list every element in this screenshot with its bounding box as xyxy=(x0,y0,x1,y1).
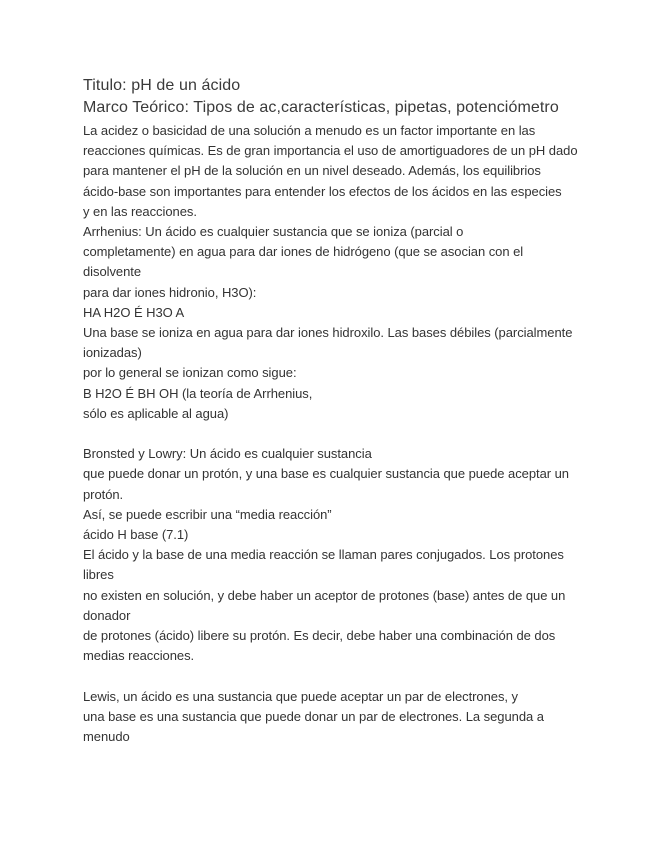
text-line: Una base se ioniza en agua para dar iones hidroxilo. Las bases débiles (parcialmente xyxy=(83,325,573,341)
document-content xyxy=(83,75,583,747)
text-line: medias reacciones. xyxy=(83,648,195,664)
text-line: Arrhenius: Un ácido es cualquier sustancia que se ioniza (parcial o xyxy=(83,224,464,240)
text-line: Bronsted y Lowry: Un ácido es cualquier sustancia xyxy=(83,446,372,462)
text-line: que puede donar un protón, y una base es cualquier sustancia que puede aceptar un xyxy=(83,466,569,482)
document-title: Titulo: pH de un ácido xyxy=(83,77,241,94)
text-line: La acidez o basicidad de una solución a menudo es un factor importante en las xyxy=(83,123,536,138)
text-line: disolvente xyxy=(83,264,142,280)
text-line: protón. xyxy=(83,486,124,502)
text-line: por lo general se ionizan como sigue: xyxy=(83,365,297,381)
blank-line xyxy=(83,666,583,686)
text-line: de protones (ácido) libere su protón. Es decir, debe haber una combinación de dos xyxy=(83,628,556,644)
text-line: para dar iones hidronio, H3O): xyxy=(83,284,257,300)
text-line: ionizadas) xyxy=(83,345,142,361)
text-line: Así, se puede escribir una “media reacción” xyxy=(83,506,332,522)
text-line: sólo es aplicable al agua) xyxy=(83,405,229,421)
text-line: menudo xyxy=(83,729,130,745)
text-line: ácido H base (7.1) xyxy=(83,527,189,543)
text-line: ácido-base son importantes para entender los efectos de los ácidos en las especies xyxy=(83,183,562,199)
text-line: Lewis, un ácido es una sustancia que puede aceptar un par de electrones, y xyxy=(83,688,518,704)
text-line: una base es una sustancia que puede donar un par de electrones. La segunda a xyxy=(83,708,544,724)
text-line: HA H2O É H3O A xyxy=(83,304,185,320)
text-line: reacciones químicas. Es de gran importancia el uso de amortiguadores de un pH dado xyxy=(83,143,578,159)
document-subtitle: Marco Teórico: Tipos de ac,características, pipetas, potenciómetro xyxy=(83,99,559,116)
document-body xyxy=(83,121,583,747)
text-line: completamente) en agua para dar iones de hidrógeno (que se asocian con el xyxy=(83,244,524,260)
text-line: El ácido y la base de una media reacción se llaman pares conjugados. Los protones xyxy=(83,547,564,563)
text-line: donador xyxy=(83,607,131,623)
blank-line xyxy=(83,424,583,444)
text-line: no existen en solución, y debe haber un aceptor de protones (base) antes de que un xyxy=(83,587,566,603)
text-line: y en las reacciones. xyxy=(83,203,197,219)
text-line: libres xyxy=(83,567,114,583)
text-line: B H2O É BH OH (la teoría de Arrhenius, xyxy=(83,385,313,401)
text-line: para mantener el pH de la solución en un nivel deseado. Además, los equilibrios xyxy=(83,163,541,179)
